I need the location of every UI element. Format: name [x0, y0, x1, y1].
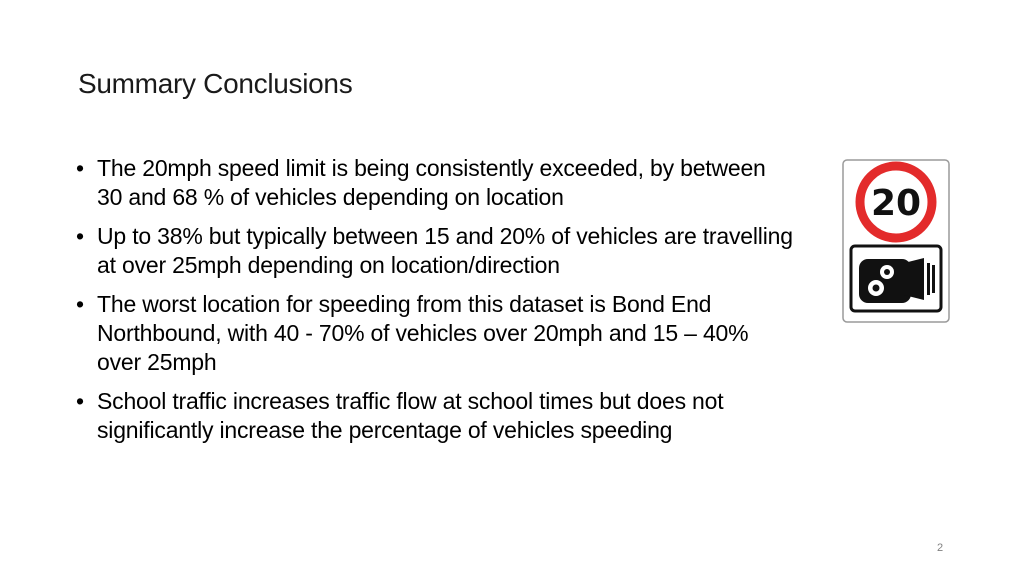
bullet-item	[76, 154, 796, 212]
bullet-item	[76, 387, 796, 445]
bullet-text: The worst location for speeding from this dataset is Bond End Northbound, with 40 - 70% of vehicles over 20mph and 15 – 40% over 25mph	[97, 291, 749, 375]
speed-camera-icon	[859, 258, 935, 303]
bullet-marker: •	[76, 291, 84, 317]
page-number: 2	[937, 542, 944, 554]
bullet-marker: •	[76, 155, 84, 181]
bullet-text: Up to 38% but typically between 15 and 20% of vehicles are travelling at over 25mph depending on location/direction	[97, 223, 793, 278]
bullet-text: The 20mph speed limit is being consistently exceeded, by between 30 and 68 % of vehicles depending on location	[97, 155, 766, 210]
bullet-list	[76, 154, 796, 455]
bullet-marker: •	[76, 223, 84, 249]
bullet-text: School traffic increases traffic flow at school times but does not significantly increase the percentage of vehicles speeding	[97, 388, 724, 443]
speed-camera-sign	[842, 159, 950, 323]
slide-title: Summary Conclusions	[78, 68, 353, 99]
bullet-marker: •	[76, 388, 84, 414]
bullet-item	[76, 222, 796, 280]
bullet-item	[76, 290, 796, 377]
speed-limit-number: 20	[870, 183, 922, 224]
